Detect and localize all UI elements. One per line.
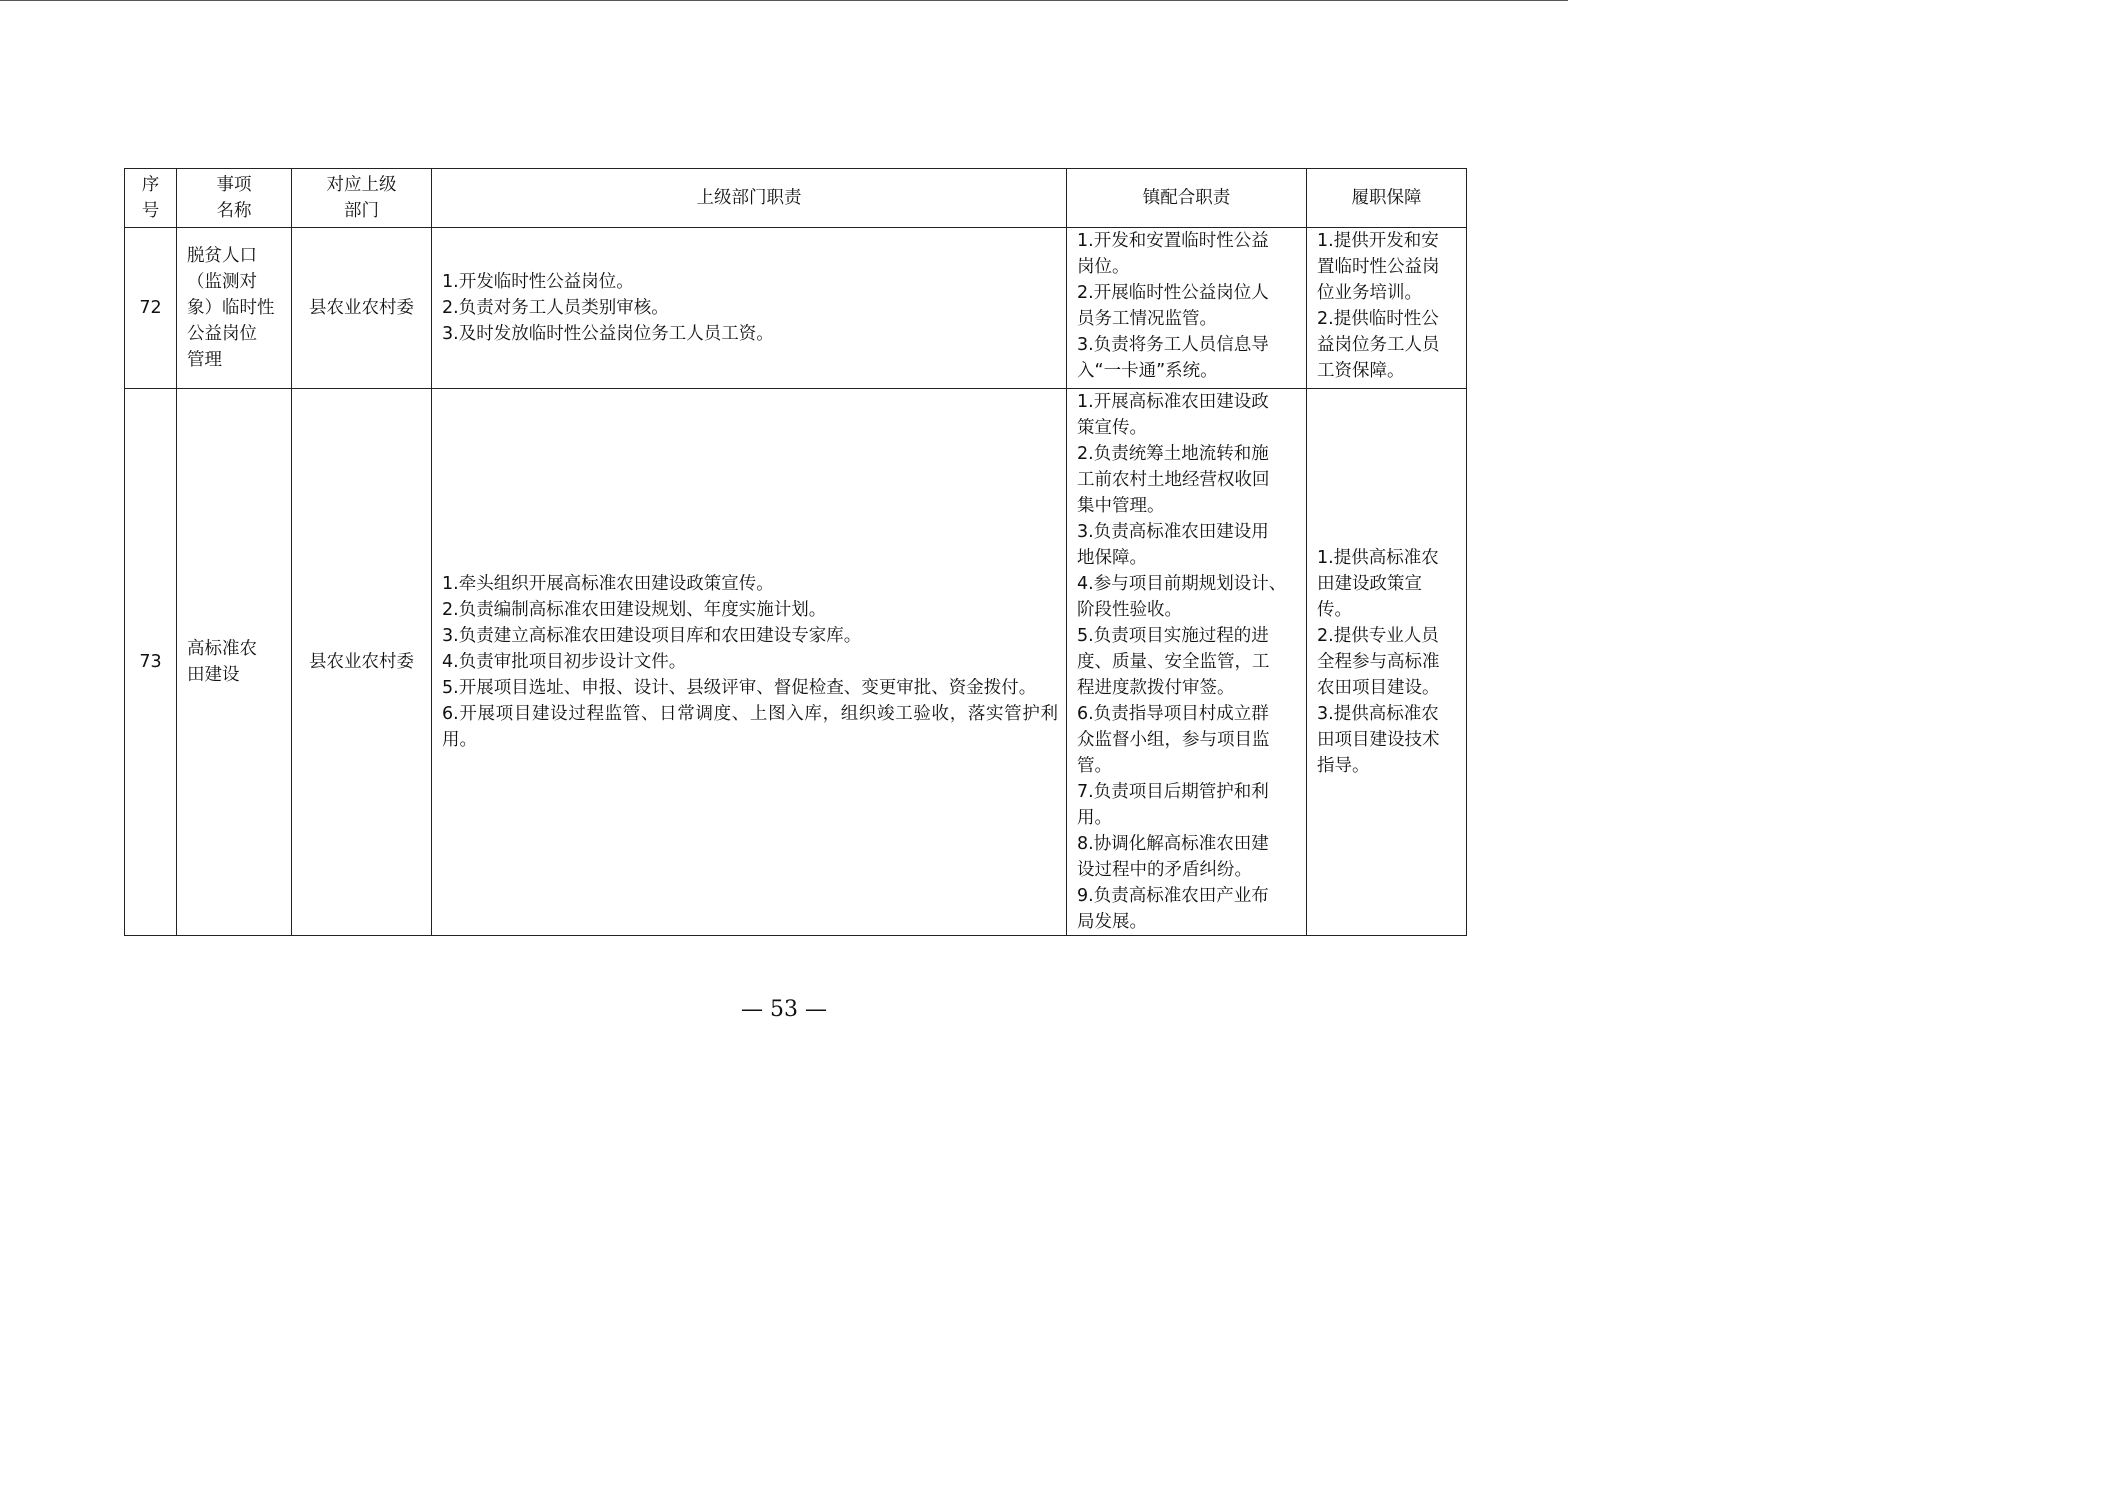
item-name-cell: 高标准农 田建设 <box>177 389 292 936</box>
table-row <box>125 389 1467 936</box>
item-name-cell: 脱贫人口 （监测对 象）临时性 公益岗位 管理 <box>177 228 292 389</box>
header-dept: 对应上级 部门 <box>292 169 432 228</box>
dept-cell: 县农业农村委 <box>292 228 432 389</box>
header-guarantee: 履职保障 <box>1307 169 1467 228</box>
header-town-duty: 镇配合职责 <box>1067 169 1307 228</box>
duty-table <box>124 168 1467 936</box>
table-row <box>125 228 1467 389</box>
header-seq: 序 号 <box>125 169 177 228</box>
guarantee-cell: 1.提供开发和安 置临时性公益岗 位业务培训。 2.提供临时性公 益岗位务工人员 工资保障。 <box>1307 228 1467 389</box>
header-row <box>125 169 1467 228</box>
header-upper-duty: 上级部门职责 <box>432 169 1067 228</box>
page-number: — 53 — <box>741 997 827 1022</box>
upper-duty-cell: 1.牵头组织开展高标准农田建设政策宣传。 2.负责编制高标准农田建设规划、年度实施计划。 3.负责建立高标准农田建设项目库和农田建设专家库。 4.负责审批项目初步设计文件。 5.开展项目选址、申报、设计、县级评审、督促检查、变更审批、资金拨付。 6.开展项目建设过程监管、日常调度、上图入库，组织竣工验收，落实管护利用。 <box>432 389 1067 936</box>
header-item-name: 事项 名称 <box>177 169 292 228</box>
guarantee-cell: 1.提供高标准农 田建设政策宣 传。 2.提供专业人员 全程参与高标准 农田项目建设。 3.提供高标准农 田项目建设技术 指导。 <box>1307 389 1467 936</box>
town-duty-cell: 1.开发和安置临时性公益 岗位。 2.开展临时性公益岗位人 员务工情况监管。 3.负责将务工人员信息导 入“一卡通”系统。 <box>1067 228 1307 389</box>
row-number: 72 <box>125 228 177 389</box>
row-number: 73 <box>125 389 177 936</box>
upper-duty-cell: 1.开发临时性公益岗位。 2.负责对务工人员类别审核。 3.及时发放临时性公益岗位务工人员工资。 <box>432 228 1067 389</box>
dept-cell: 县农业农村委 <box>292 389 432 936</box>
top-border-line <box>0 0 1568 1</box>
town-duty-cell: 1.开展高标准农田建设政 策宣传。 2.负责统筹土地流转和施 工前农村土地经营权收回 集中管理。 3.负责高标准农田建设用 地保障。 4.参与项目前期规划设计、 阶段性验收。 5.负责项目实施过程的进 度、质量、安全监管，工 程进度款拨付审签。 6.负责指导项目村成立群 众监督小组，参与项目监 管。 7.负责项目后期管护和利 用。 8.协调化解高标准农田建 设过程中的矛盾纠纷。 9.负责高标准农田产业布 局发展。 <box>1067 389 1307 936</box>
